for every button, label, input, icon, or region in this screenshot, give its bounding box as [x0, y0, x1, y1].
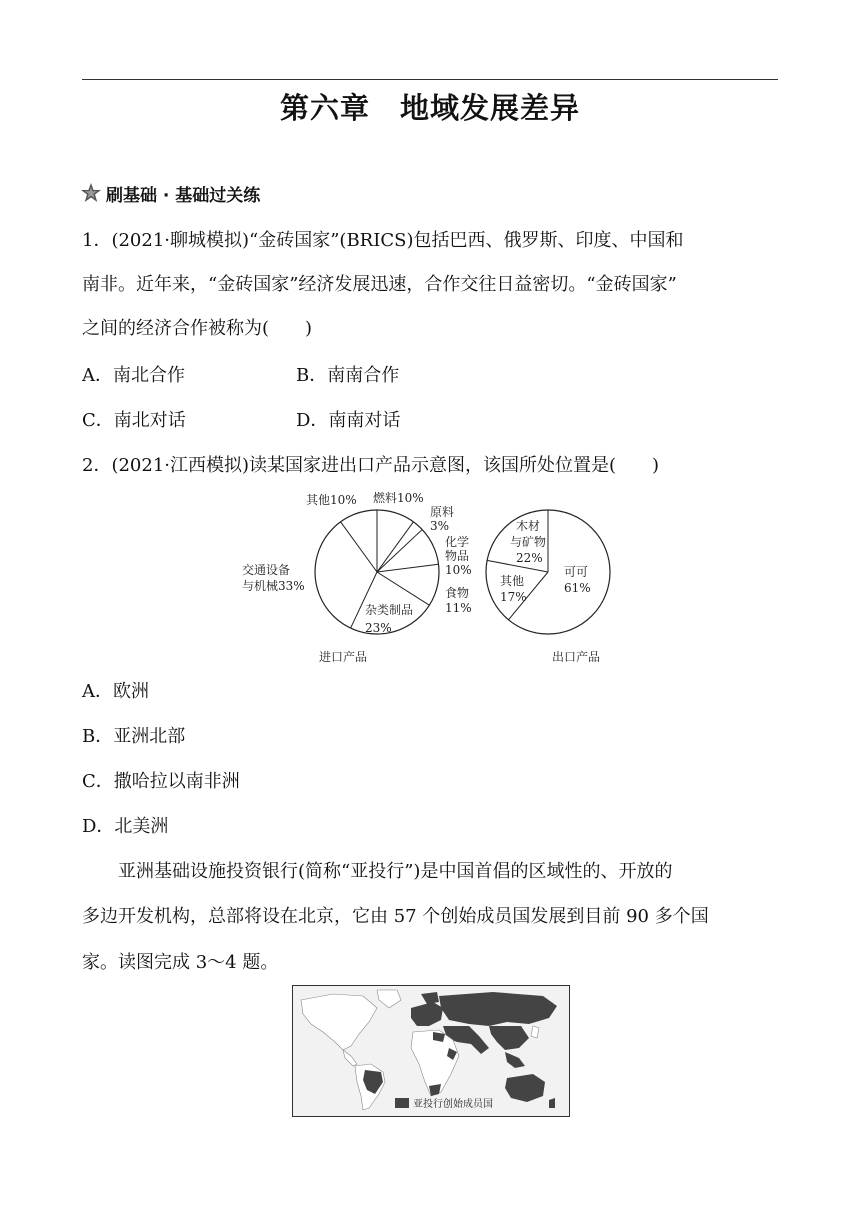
q1-line1: 1．(2021·聊城模拟)“金砖国家”(BRICS)包括巴西、俄罗斯、印度、中国和 — [82, 230, 684, 251]
q1-option-c[interactable]: C．南北对话 — [82, 410, 186, 431]
aiib-world-map — [292, 985, 570, 1117]
intro-line3: 家。读图完成 3～4 题。 — [82, 952, 279, 973]
q2-option-c[interactable]: C．撒哈拉以南非洲 — [82, 771, 240, 792]
q2-option-d[interactable]: D．北美洲 — [82, 816, 169, 837]
chapter-title: 第六章 地域发展差异 — [279, 91, 580, 125]
label-import-chem-1: 化学 — [445, 535, 470, 549]
label-export-wood-1: 木材 — [516, 519, 541, 533]
label-export-wood-2: 与矿物 — [510, 535, 547, 549]
label-import-raw-2: 3% — [430, 519, 450, 533]
q2-line1: 2．(2021·江西模拟)读某国家进出口产品示意图，该国所处位置是( ) — [82, 455, 660, 476]
q2-option-b[interactable]: B．亚洲北部 — [82, 726, 186, 747]
header-rule — [82, 79, 778, 80]
q1-line3: 之间的经济合作被称为( ) — [82, 318, 313, 339]
export-pie — [486, 510, 610, 634]
star-icon — [80, 182, 102, 204]
label-import-misc-2: 23% — [365, 621, 392, 635]
legend-swatch — [395, 1098, 409, 1108]
section-label: 刷基础 · 基础过关练 — [106, 185, 261, 206]
label-import-fuel: 燃料10% — [373, 491, 424, 505]
label-import-food-2: 11% — [445, 601, 472, 615]
label-import-food-1: 食物 — [445, 586, 470, 600]
export-caption: 出口产品 — [552, 650, 601, 664]
label-export-cocoa-2: 61% — [564, 581, 591, 595]
label-import-other: 其他10% — [306, 493, 357, 507]
intro-line1: 亚洲基础设施投资银行(简称“亚投行”)是中国首倡的区域性的、开放的 — [118, 861, 673, 882]
q1-line2: 南非。近年来，“金砖国家”经济发展迅速，合作交往日益密切。“金砖国家” — [82, 274, 677, 295]
q2-option-a[interactable]: A．欧洲 — [82, 681, 149, 702]
label-import-chem-3: 10% — [445, 563, 472, 577]
world-map-image — [293, 986, 569, 1116]
label-import-trans-1: 交通设备 — [242, 563, 291, 577]
label-export-other-2: 17% — [500, 590, 527, 604]
label-import-chem-2: 物品 — [445, 549, 470, 563]
q1-option-d[interactable]: D．南南对话 — [296, 410, 401, 431]
label-import-raw-1: 原料 — [430, 505, 455, 519]
section-heading — [80, 180, 260, 206]
label-import-misc-1: 杂类制品 — [365, 603, 414, 617]
map-legend-label: 亚投行创始成员国 — [413, 1099, 493, 1110]
intro-line2: 多边开发机构，总部将设在北京，它由 57 个创始成员国发展到目前 90 多个国 — [82, 906, 709, 927]
label-import-trans-2: 与机械33% — [242, 579, 305, 593]
q1-option-b[interactable]: B．南南合作 — [296, 365, 400, 386]
label-export-other-1: 其他 — [500, 574, 525, 588]
label-export-wood-3: 22% — [516, 551, 543, 565]
label-export-cocoa-1: 可可 — [564, 565, 589, 579]
pie-charts-figure — [230, 484, 630, 674]
import-caption: 进口产品 — [319, 650, 368, 664]
q1-option-a[interactable]: A．南北合作 — [82, 365, 185, 386]
